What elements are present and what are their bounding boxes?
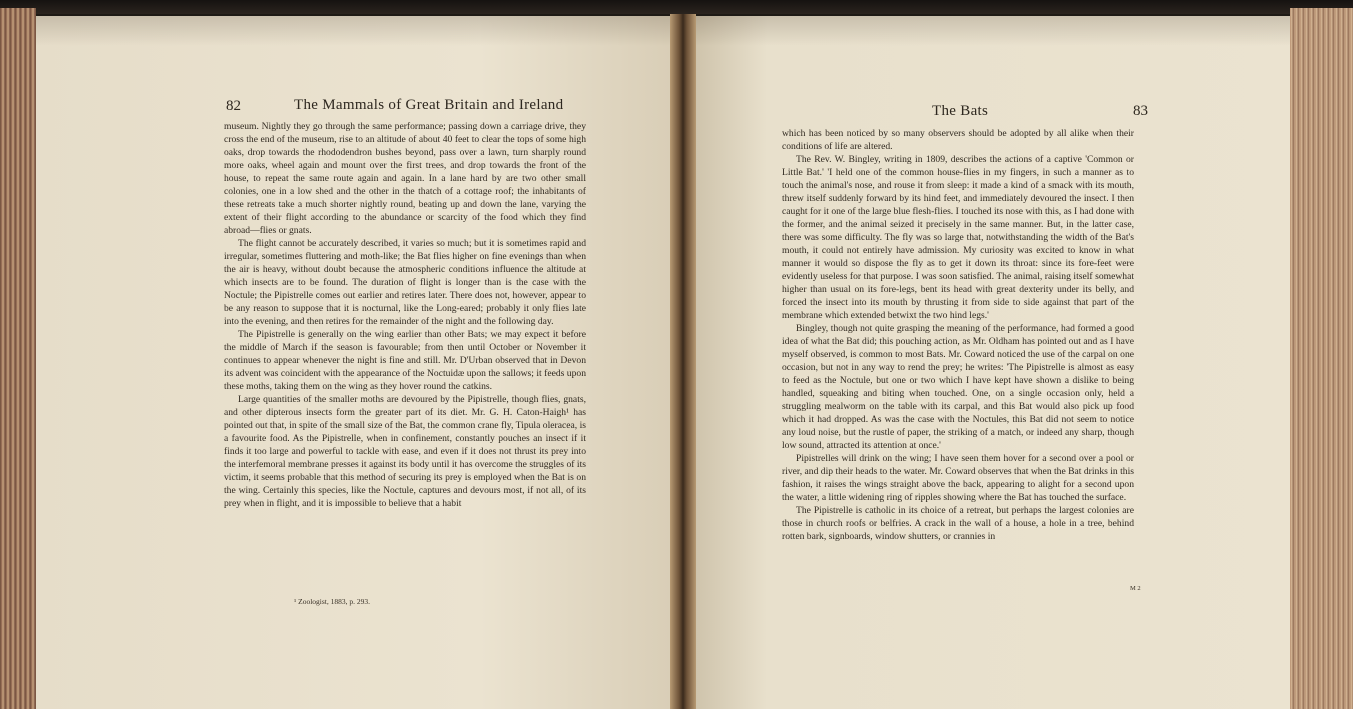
left-page-edges (0, 8, 36, 709)
page-shadow (696, 16, 1290, 46)
left-running-title: The Mammals of Great Britain and Ireland (294, 97, 564, 113)
book-gutter (670, 14, 696, 709)
right-page-edges (1290, 8, 1353, 709)
paragraph: museum. Nightly they go through the same performance; passing down a carriage drive, they cross the end of the museum, rise to an altitude of about 40 feet to clear the tops of some high oaks, drop towards the rhododendron bushes beyond, pass over a lawn, turn sharply round more oaks, wheel again and mount over the first trees, and drop towards the front of the house, to repeat the same route again and again. In a lane hard by are two other small colonies, one in a low shed and the other in the thatch of a cottage roof; the inhabitants of these retreats take a much shorter nightly round, beating up and down the lane, varying the extent of their flight according to the abundance or scarcity of the food which they find abroad—flies or gnats. (224, 121, 586, 236)
footnote: ¹ Zoologist, 1883, p. 293. (294, 597, 370, 606)
paragraph: which has been noticed by so many observers should be adopted by all alike when their conditions of life are altered. (782, 128, 1134, 152)
left-page-number: 82 (226, 98, 241, 114)
left-page (36, 16, 670, 709)
scan-background-top (0, 0, 1353, 14)
paragraph: The Pipistrelle is generally on the wing earlier than other Bats; we may expect it before the middle of March if the season is favourable; from then until October or November it continues to appear whenever the night is fine and still. Mr. D'Urban observed that in Devon its advent was coincident with the appearance of the Noctuidæ upon the sallows; it feeds upon these moths, taking them on the wing as they hover round the catkins. (224, 329, 586, 392)
paragraph: The Rev. W. Bingley, writing in 1809, describes the actions of a captive 'Common or Little Bat.' 'I held one of the common house-flies in my fingers, in such a manner as to touch the animal's nose, and rouse it from sleep: it made a kind of a smack with its mouth, threw itself suddenly forward by its hind feet, and immediately devoured the insect. I then caught for it one of the large blue flesh-flies. I touched its nose with this, as I had done with the former, and the animal seized it precisely in the same manner. But, in the latter case, there was some difficulty. The fly was so large that, notwithstanding the width of the Bat's mouth, it could not entirely have admission. My curiosity was excited to know in what manner it would so dispose the fly as to get it down its throat: since its fore-feet were evidently useless for that purpose. I was soon satisfied. The animal, raising itself somewhat higher than usual on its fore-legs, bent its head with great dexterity under its belly, and forced the insect into its mouth by thrusting it from side to side against that part of the membrane which extended betwixt the two hind legs.' (782, 154, 1134, 321)
paragraph: Bingley, though not quite grasping the meaning of the performance, had formed a good idea of what the Bat did; this pouching action, as Mr. Oldham has pointed out and as I have myself observed, is common to most Bats. Mr. Coward noticed the use of the carpal on one occasion, but not in any way to rend the prey; he writes: 'The Pipistrelle is almost as easy to feed as the Noctule, but one or two which I have kept have shown a dislike to being handled, squeaking and biting when touched. One, on a single occasion only, held a struggling mealworm on the table with its carpal, and this Bat would also pick up food which it had dropped. As was the case with the Noctules, this Bat did not seem to notice any loud noise, but the rustle of paper, the striking of a match, or indeed any sharp, though low sound, attracted its attention at once.' (782, 323, 1134, 451)
signature-mark: M 2 (1130, 585, 1141, 592)
right-page-number: 83 (1133, 103, 1148, 119)
page-shadow (36, 16, 670, 46)
right-page (696, 16, 1290, 709)
paragraph: Large quantities of the smaller moths are devoured by the Pipistrelle, though flies, gnats, and other dipterous insects form the greater part of its diet. Mr. G. H. Caton-Haigh¹ has pointed out that, in spite of the small size of the Bat, the common crane fly, Tipula oleracea, is a favourite food. As the Pipistrelle, when in confinement, constantly pouches an insect if it finds it too large and powerful to tackle with ease, and even if it does not thrust its prey into the interfemoral membrane presses it against its body until it has overcome the struggles of its victim, it seems probable that this method of securing its prey is employed when the Bat is on the wing. Certainly this species, like the Noctule, captures and devours most, if not all, of its prey when in flight, and it is impossible to believe that a habit (224, 394, 586, 509)
paragraph: Pipistrelles will drink on the wing; I have seen them hover for a second over a pool or river, and dip their heads to the water. Mr. Coward observes that when the Bat drinks in this fashion, it raises the wings straight above the back, appearing to alight for a second upon the water, a little widening ring of ripples showing where the Bat has touched the surface. (782, 453, 1134, 503)
right-body-text (782, 127, 1134, 543)
paragraph: The Pipistrelle is catholic in its choice of a retreat, but perhaps the largest colonies are those in church roofs or belfries. A crack in the wall of a house, a hole in a tree, behind rotten bark, signboards, window shutters, or crannies in (782, 505, 1134, 542)
right-running-title: The Bats (932, 103, 989, 119)
paragraph: The flight cannot be accurately described, it varies so much; but it is sometimes rapid and irregular, sometimes fluttering and moth-like; the Bat flies higher on fine evenings than when the air is heavy, without doubt because the atmospheric conditions influence the altitude at which insects are to be found. The duration of flight is longer than is the case with the Noctule; the Pipistrelle comes out earlier and retires later. There does not, however, appear to be any reason to suppose that it is nocturnal, like the Long-eared; probably it only flies late into the evening, and then retires for the remainder of the night and the following day. (224, 238, 586, 327)
left-body-text (224, 120, 586, 510)
